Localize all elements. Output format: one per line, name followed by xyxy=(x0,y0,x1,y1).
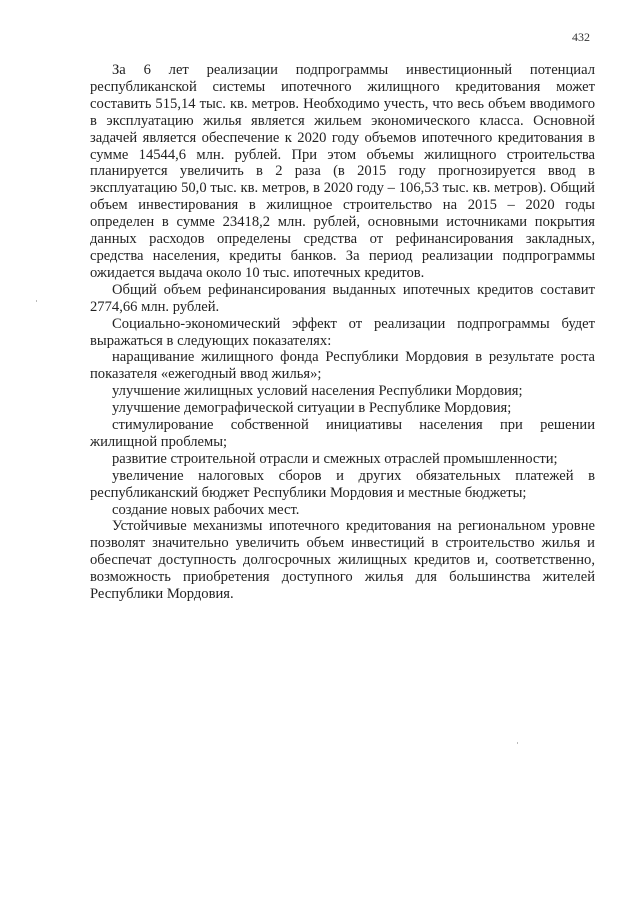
scan-speck xyxy=(36,300,37,302)
paragraph-refinancing-total: Общий объем рефинансирования выданных ипотечных кредитов составит 2774,66 млн. рублей. xyxy=(90,281,595,315)
document-body xyxy=(90,62,595,603)
list-item-construction-industry: развитие строительной отрасли и смежных отраслей промышленности; xyxy=(112,450,558,467)
paragraph-socio-economic-effect: Социально-экономический эффект от реализации подпрограммы будет выражаться в следующих показателях: xyxy=(90,315,595,349)
page-number: 432 xyxy=(572,30,590,44)
list-item-tax-revenue: увеличение налоговых сборов и других обязательных платежей в республиканский бюджет Республики Мордовия и местные бюджеты; xyxy=(90,467,595,501)
list-item-demographics: улучшение демографической ситуации в Республике Мордовия; xyxy=(112,400,512,417)
list-item-living-conditions: улучшение жилищных условий населения Республики Мордовия; xyxy=(112,383,523,400)
paragraph-conclusion: Устойчивые механизмы ипотечного кредитования на региональном уровне позволят значительно увеличить объем инвестиций в строительство жилья и обеспечат доступность долгосрочных жилищных кредитов и, соответственно, возможность приобретения доступного жилья для большинства жителей Республики Мордовия. xyxy=(90,518,595,603)
list-item-housing-stock: наращивание жилищного фонда Республики Мордовия в результате роста показателя «ежегодный ввод жилья»; xyxy=(90,349,595,383)
scan-speck xyxy=(517,742,518,744)
paragraph-investment-potential: За 6 лет реализации подпрограммы инвестиционный потенциал республиканской системы ипотечного жилищного кредитования может составить 515,14 тыс. кв. метров. Необходимо учесть, что весь объем вводимого в эксплуатацию жилья является жильем экономического класса. Основной задачей является обеспечение к 2020 году объемов ипотечного кредитования в сумме 14544,6 млн. рублей. При этом объемы жилищного строительства планируется увеличить в 2 раза (в 2015 году прогнозируется ввод в эксплуатацию 50,0 тыс. кв. метров, в 2020 году – 106,53 тыс. кв. метров). Общий объем инвестирования в жилищное строительство на 2015 – 2020 годы определен в сумме 23418,2 млн. рублей, основными источниками покрытия данных расходов определены средства от рефинансирования закладных, средства населения, кредиты банков. За период реализации подпрограммы ожидается выдача около 10 тыс. ипотечных кредитов. xyxy=(90,62,595,281)
list-item-initiative: стимулирование собственной инициативы населения при решении жилищной проблемы; xyxy=(90,417,595,450)
list-item-new-jobs: создание новых рабочих мест. xyxy=(112,501,300,518)
